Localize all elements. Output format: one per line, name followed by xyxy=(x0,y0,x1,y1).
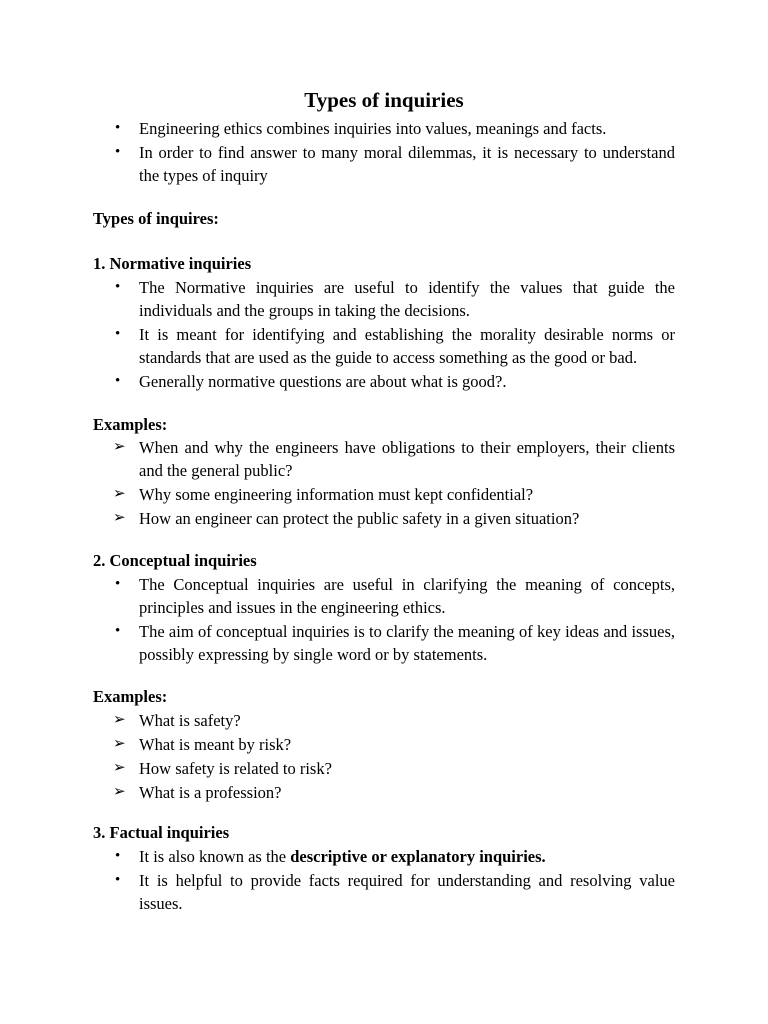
list-item: ➢ When and why the engineers have obligations to their employers, their clients and the general public? xyxy=(113,438,675,480)
list-item: ➢ What is safety? xyxy=(113,711,241,730)
list-item: ➢ What is meant by risk? xyxy=(113,734,292,754)
bullet-icon: • xyxy=(115,848,121,864)
conceptual-examples-heading: Examples: xyxy=(93,687,168,706)
bullet-icon: • xyxy=(115,325,121,342)
normative-examples-list xyxy=(0,436,768,531)
list-item: ➢ Why some engineering information must kept confidential? xyxy=(113,484,534,504)
bullet-icon: • xyxy=(115,279,121,295)
arrow-bullet-icon: ➢ xyxy=(113,735,126,752)
emphasis-text: descriptive or explanatory inquiries. xyxy=(290,847,546,866)
list-item: ➢ What is a profession? xyxy=(113,782,282,802)
bullet-icon: • xyxy=(115,871,121,888)
arrow-bullet-icon: ➢ xyxy=(113,485,126,502)
normative-list xyxy=(0,276,768,394)
conceptual-list xyxy=(0,573,768,667)
conceptual-examples-list xyxy=(0,709,768,805)
bullet-icon: • xyxy=(115,622,121,639)
normative-examples-heading: Examples: xyxy=(93,415,168,434)
normative-heading: 1. Normative inquiries xyxy=(93,254,252,273)
arrow-bullet-icon: ➢ xyxy=(113,439,126,455)
intro-list xyxy=(0,117,768,188)
arrow-bullet-icon: ➢ xyxy=(113,759,126,776)
list-item: • It is also known as the descriptive or explanatory inquiries. xyxy=(115,847,546,866)
bullet-icon: • xyxy=(115,576,121,592)
arrow-bullet-icon: ➢ xyxy=(113,783,126,800)
list-item: • The aim of conceptual inquiries is to clarify the meaning of key ideas and issues, possibly expressing by single word or by statements. xyxy=(115,621,675,664)
factual-heading: 3. Factual inquiries xyxy=(93,823,230,842)
factual-list xyxy=(0,845,768,916)
list-item: ➢ How safety is related to risk? xyxy=(113,758,332,778)
page-title: Types of inquiries xyxy=(304,88,464,112)
list-item: • Engineering ethics combines inquiries into values, meanings and facts. xyxy=(115,119,607,138)
bullet-icon: • xyxy=(115,372,121,389)
list-item: ➢ How an engineer can protect the public safety in a given situation? xyxy=(113,508,580,528)
bullet-icon: • xyxy=(115,120,121,136)
list-item: • The Normative inquiries are useful to identify the values that guide the individuals and the groups in taking the decisions. xyxy=(115,278,675,320)
list-item: • It is helpful to provide facts required for understanding and resolving value issues. xyxy=(115,870,675,913)
list-item: • It is meant for identifying and establishing the morality desirable norms or standards that are used as the guide to access something as the good or bad. xyxy=(115,324,675,367)
list-item: • In order to find answer to many moral dilemmas, it is necessary to understand the types of inquiry xyxy=(115,142,675,185)
types-heading: Types of inquires: xyxy=(93,209,219,228)
list-item: • Generally normative questions are about what is good?. xyxy=(115,371,507,391)
list-item: • The Conceptual inquiries are useful in clarifying the meaning of concepts, principles and issues in the engineering ethics. xyxy=(115,575,675,617)
arrow-bullet-icon: ➢ xyxy=(113,509,126,526)
bullet-icon: • xyxy=(115,143,121,160)
conceptual-heading: 2. Conceptual inquiries xyxy=(93,551,257,570)
arrow-bullet-icon: ➢ xyxy=(113,712,126,728)
